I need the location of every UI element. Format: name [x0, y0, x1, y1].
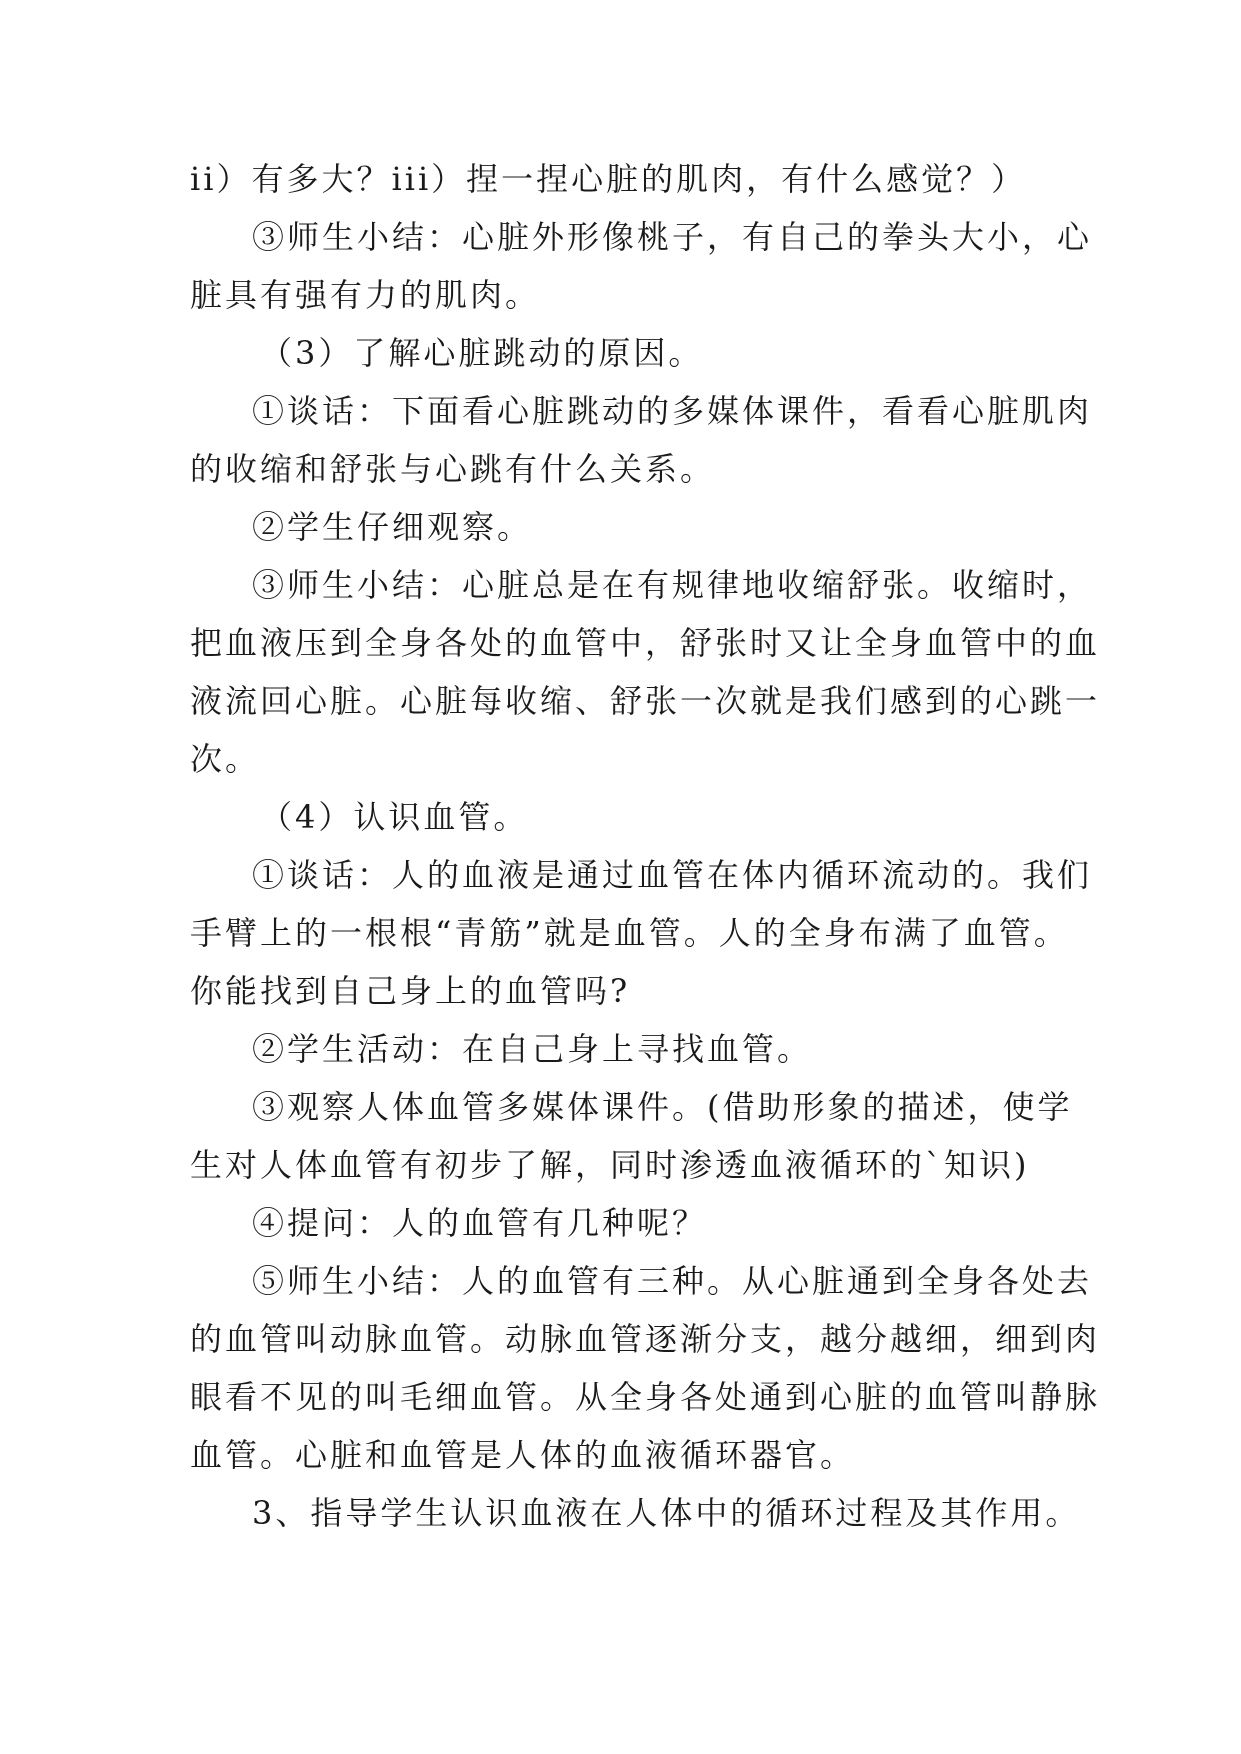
text-line: 手臂上的一根根“青筋”就是血管。人的全身布满了血管。 [190, 914, 1069, 952]
text-line: 血管。心脏和血管是人体的血液循环器官。 [190, 1436, 856, 1474]
text-line: 的血管叫动脉血管。动脉血管逐渐分支，越分越细，细到肉 [190, 1320, 1101, 1358]
text-line: 眼看不见的叫毛细血管。从全身各处通到心脏的血管叫静脉 [190, 1378, 1101, 1416]
text-line: ③师生小结：心脏总是在有规律地收缩舒张。收缩时， [252, 566, 1093, 604]
text-line: ③师生小结：心脏外形像桃子，有自己的拳头大小，心 [252, 218, 1093, 256]
text-line: 把血液压到全身各处的血管中，舒张时又让全身血管中的血 [190, 624, 1101, 662]
text-line: ②学生活动：在自己身上寻找血管。 [252, 1030, 813, 1068]
section-heading: 3、指导学生认识血液在人体中的循环过程及其作用。 [252, 1494, 1081, 1532]
section-heading: （4）认识血管。 [260, 798, 529, 836]
text-line: 生对人体血管有初步了解，同时渗透血液循环的`知识) [190, 1146, 1030, 1184]
document-body [190, 150, 1101, 1542]
text-line: 你能找到自己身上的血管吗? [190, 972, 631, 1010]
section-heading: （3）了解心脏跳动的原因。 [260, 334, 704, 372]
text-line: ①谈话：下面看心脏跳动的多媒体课件，看看心脏肌肉 [252, 392, 1093, 430]
text-line: ⑤师生小结：人的血管有三种。从心脏通到全身各处去 [252, 1262, 1093, 1300]
text-line: ii）有多大？iii）捏一捏心脏的肌肉，有什么感觉？） [190, 160, 1027, 198]
text-line: 的收缩和舒张与心跳有什么关系。 [190, 450, 716, 488]
text-line: 脏具有强有力的肌肉。 [190, 276, 541, 314]
text-line: ④提问：人的血管有几种呢？ [252, 1204, 708, 1242]
text-line: ②学生仔细观察。 [252, 508, 533, 546]
text-line: ③观察人体血管多媒体课件。(借助形象的描述，使学 [252, 1088, 1073, 1126]
text-line: 液流回心脏。心脏每收缩、舒张一次就是我们感到的心跳一 [190, 682, 1101, 720]
text-line: 次。 [190, 740, 261, 778]
text-line: ①谈话：人的血液是通过血管在体内循环流动的。我们 [252, 856, 1093, 894]
